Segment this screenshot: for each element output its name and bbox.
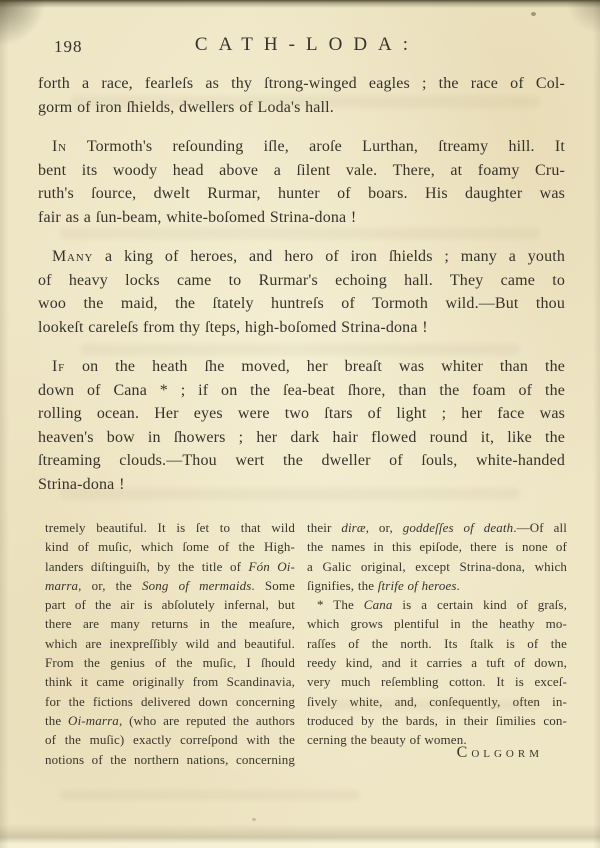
text-line: gorm of iron ſhields, dwellers of Loda's hall. — [38, 98, 334, 116]
text-line: fair as a ſun-beam, white-boſomed Strina-dona ! — [38, 208, 357, 226]
text-line: woo the maid, the ſtately huntreſs of Tormoth wild.—But thou — [38, 295, 565, 312]
text-line: a Galic original, except Strina-dona, which — [307, 558, 567, 574]
text-line: the names in this epiſode, there is none of — [307, 539, 567, 555]
text-line: ſignifies, the ſtrife of heroes. — [307, 577, 460, 593]
text-line: of the muſic) exactly correſpond with the — [45, 732, 295, 748]
text-line: bent its woody head above a ſilent vale. There, at foamy Cru- — [38, 161, 565, 179]
text-line: there are many returns in the meaſure, — [45, 616, 295, 632]
text-line: troduced by the bards, in their ſimilies con- — [307, 712, 567, 728]
paper-speck — [531, 12, 536, 16]
text-line: ſively white, and, conſequently, often in- — [307, 693, 567, 709]
text-line: From the genius of the muſic, I ſhould — [45, 655, 295, 671]
catchword: Colgorm — [456, 744, 543, 761]
text-line: marra, or, the Song of mermaids. Some — [45, 577, 295, 593]
text-line: very much reſembling cotton. It is exceſ- — [307, 674, 567, 690]
page-number: 198 — [54, 37, 83, 56]
footnotes-section — [45, 518, 567, 769]
footnote-right-column — [307, 518, 567, 769]
text-line: raſſes of the north. Its ſtalk is of the — [307, 635, 567, 651]
page-header — [38, 34, 565, 60]
text-line: lookeſt careleſs from thy ſteps, high-boſomed Strina-dona ! — [38, 318, 428, 336]
paper-speck — [252, 818, 256, 821]
text-line: kind of muſic, which ſome of the High- — [45, 539, 295, 555]
text-line: Strina-dona ! — [38, 475, 125, 493]
running-title: CATH-LODA: — [194, 34, 420, 55]
text-line: reedy kind, and it carries a tuft of down, — [307, 655, 567, 671]
text-line: of heavy locks came to Rurmar's echoing hall. They came to — [38, 271, 565, 289]
text-line: the Oi-marra, (who are reputed the authors — [45, 712, 295, 728]
paragraph — [38, 245, 565, 339]
text-line: heaven's bow in ſhowers ; her dark hair flowed round it, like the — [38, 428, 565, 446]
text-line: * The Cana is a certain kind of graſs, — [317, 597, 567, 613]
text-line: Many a king of heroes, and hero of iron ſhields ; many a youth — [52, 248, 565, 265]
ink-bleed-artifact — [60, 790, 360, 800]
text-line: part of the air is abſolutely infernal, but — [45, 597, 295, 613]
text-line: which are inexpreſſibly wild and beautiful. — [45, 635, 295, 651]
text-line: for the fictions delivered down concerning — [45, 693, 295, 709]
text-line: tremely beautiful. It is ſet to that wild — [45, 520, 295, 535]
text-line: cerning the beauty of women. — [307, 732, 467, 748]
body-text — [38, 72, 565, 512]
text-line: forth a race, fearleſs as thy ſtrong-winged eagles ; the race of Col- — [38, 75, 565, 92]
text-line: ruth's ſource, dwelt Rurmar, hunter of boars. His daughter was — [38, 185, 565, 202]
text-line: down of Cana * ; if on the ſea-beat ſhore, than the foam of the — [38, 381, 565, 399]
paragraph — [38, 72, 565, 119]
text-line: which grows plentiful in the heathy mo- — [307, 616, 567, 632]
footnote-left-column — [45, 518, 295, 769]
text-line: their diræ, or, goddeſſes of death.—Of all — [307, 520, 567, 535]
text-line: landers diſtinguiſh, by the title of Fón Oi- — [45, 558, 295, 574]
text-line: ſtreaming clouds.—Thou wert the dweller of ſouls, white-handed — [38, 452, 565, 469]
paragraph — [38, 135, 565, 229]
text-line: notions of the northern nations, concerning — [45, 751, 295, 767]
text-line: rolling ocean. Her eyes were two ſtars of light ; her face was — [38, 405, 565, 422]
paragraph — [38, 355, 565, 496]
text-line: think it came originally from Scandinavia, — [45, 674, 295, 690]
text-line: In Tormoth's reſounding iſle, aroſe Lurthan, ſtreamy hill. It — [52, 138, 565, 155]
text-line: If on the heath ſhe moved, her breaſt was whiter than the — [52, 358, 565, 375]
